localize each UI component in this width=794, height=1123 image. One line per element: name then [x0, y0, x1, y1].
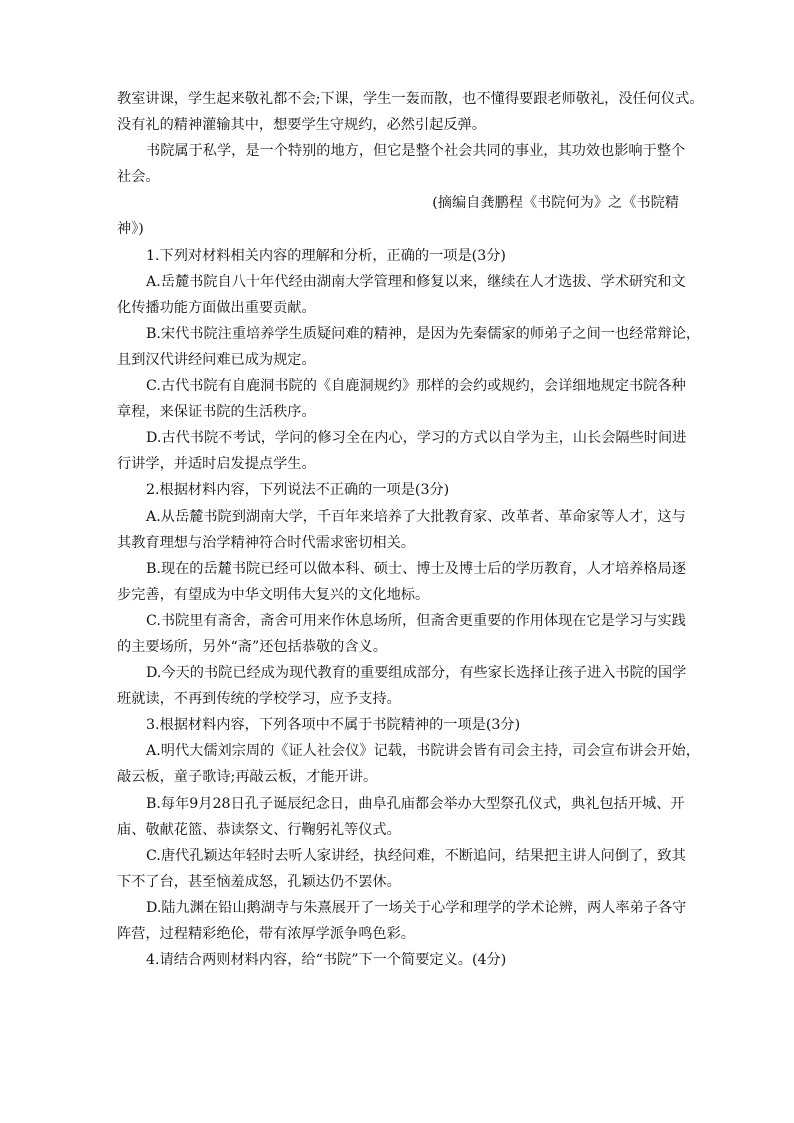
- option-text: D.今天的书院已经成为现代教育的重要组成部分，有些家长选择让孩子进入书院的国学: [146, 665, 687, 682]
- option-text: D.陆九渊在铅山鹅湖寺与朱熹展开了一场关于心学和理学的学术论辨，两人率弟子各守: [146, 899, 687, 916]
- text-line: 书院属于私学，是一个特别的地方，但它是整个社会共同的事业，其功效也影响于整个: [146, 143, 686, 160]
- option-text: C.唐代孔颖达年轻时去听人家讲经，执经问难，不断追问，结果把主讲人问倒了，致其: [146, 847, 686, 864]
- question-1: 1.下列对材料相关内容的理解和分析，正确的一项是(3分): [146, 247, 506, 264]
- option-text: B.宋代书院注重培养学生质疑问难的精神，是因为先秦儒家的师弟子之间一也经常辩论，: [146, 325, 701, 342]
- option-text: 行讲学，并适时启发提点学生。: [117, 456, 316, 473]
- option-text: 庙、敬献花篮、恭读祭文、行鞠躬礼等仪式。: [117, 821, 401, 838]
- option-text: 班就读，不再到传统的学校学习，应予支持。: [117, 691, 401, 708]
- option-text: 章程，来保证书院的生活秩序。: [117, 404, 316, 421]
- question-2: 2.根据材料内容，下列说法不正确的一项是(3分): [146, 482, 450, 499]
- option-text: 其教育理想与治学精神符合时代需求密切相关。: [117, 534, 415, 551]
- option-text: 的主要场所，另外“斋”还包括恭敬的含义。: [117, 638, 387, 655]
- text-line: 没有礼的精神灌输其中，想要学生守规约，必然引起反弹。: [117, 117, 486, 134]
- question-3: 3.根据材料内容，下列各项中不属于书院精神的一项是(3分): [146, 717, 521, 734]
- option-text: 敲云板，童子歌诗;再敲云板，才能开讲。: [117, 769, 378, 786]
- option-text: B.每年9月28日孔子诞辰纪念日，曲阜孔庙都会举办大型祭孔仪式，典礼包括开城、开: [146, 795, 685, 812]
- option-text: C.古代书院有自鹿洞书院的《自鹿洞规约》那样的会约或规约，会详细地规定书院各种: [146, 378, 686, 395]
- option-text: B.现在的岳麓书院已经可以做本科、硕士、博士及博士后的学历教育，人才培养格局逐: [146, 560, 686, 577]
- text-line: 教室讲课，学生起来敬礼都不会;下课，学生一轰而散，也不懂得要跟老师敬礼，没任何仪式。: [117, 91, 704, 107]
- option-text: 阵营，过程精彩绝伦，带有浓厚学派争鸣色彩。: [117, 926, 415, 942]
- option-text: 下不了台，甚至恼羞成怒，孔颖达仍不罢休。: [117, 873, 401, 890]
- option-text: 化传播功能方面做出重要贡献。: [117, 299, 316, 316]
- source-citation: 神》): [117, 221, 144, 238]
- option-text: A.从岳麓书院到湖南大学，千百年来培养了大批教育家、改革者、革命家等人才，这与: [146, 508, 686, 525]
- text-line: 社会。: [117, 169, 160, 186]
- option-text: A.岳麓书院自八十年代经由湖南大学管理和修复以来，继续在人才选拔、学术研究和文: [146, 273, 686, 290]
- option-text: A.明代大儒刘宗周的《证人社会仪》记载，书院讲会皆有司会主持，司会宣布讲会开始，: [146, 743, 700, 760]
- option-text: 且到汉代讲经问难已成为规定。: [117, 351, 316, 368]
- option-text: 步完善，有望成为中华文明伟大复兴的文化地标。: [117, 586, 430, 603]
- option-text: D.古代书院不考试，学问的修习全在内心，学习的方式以自学为主，山长会隔些时间进: [146, 430, 687, 447]
- option-text: C.书院里有斋舍，斋舍可用来作休息场所，但斋舍更重要的作用体现在它是学习与实践: [146, 612, 686, 629]
- question-4: 4.请结合两则材料内容，给“书院”下一个简要定义。(4分): [146, 952, 507, 969]
- document-body: [117, 86, 704, 973]
- source-citation: (摘编自龚鹏程《书院何为》之《书院精: [432, 195, 679, 212]
